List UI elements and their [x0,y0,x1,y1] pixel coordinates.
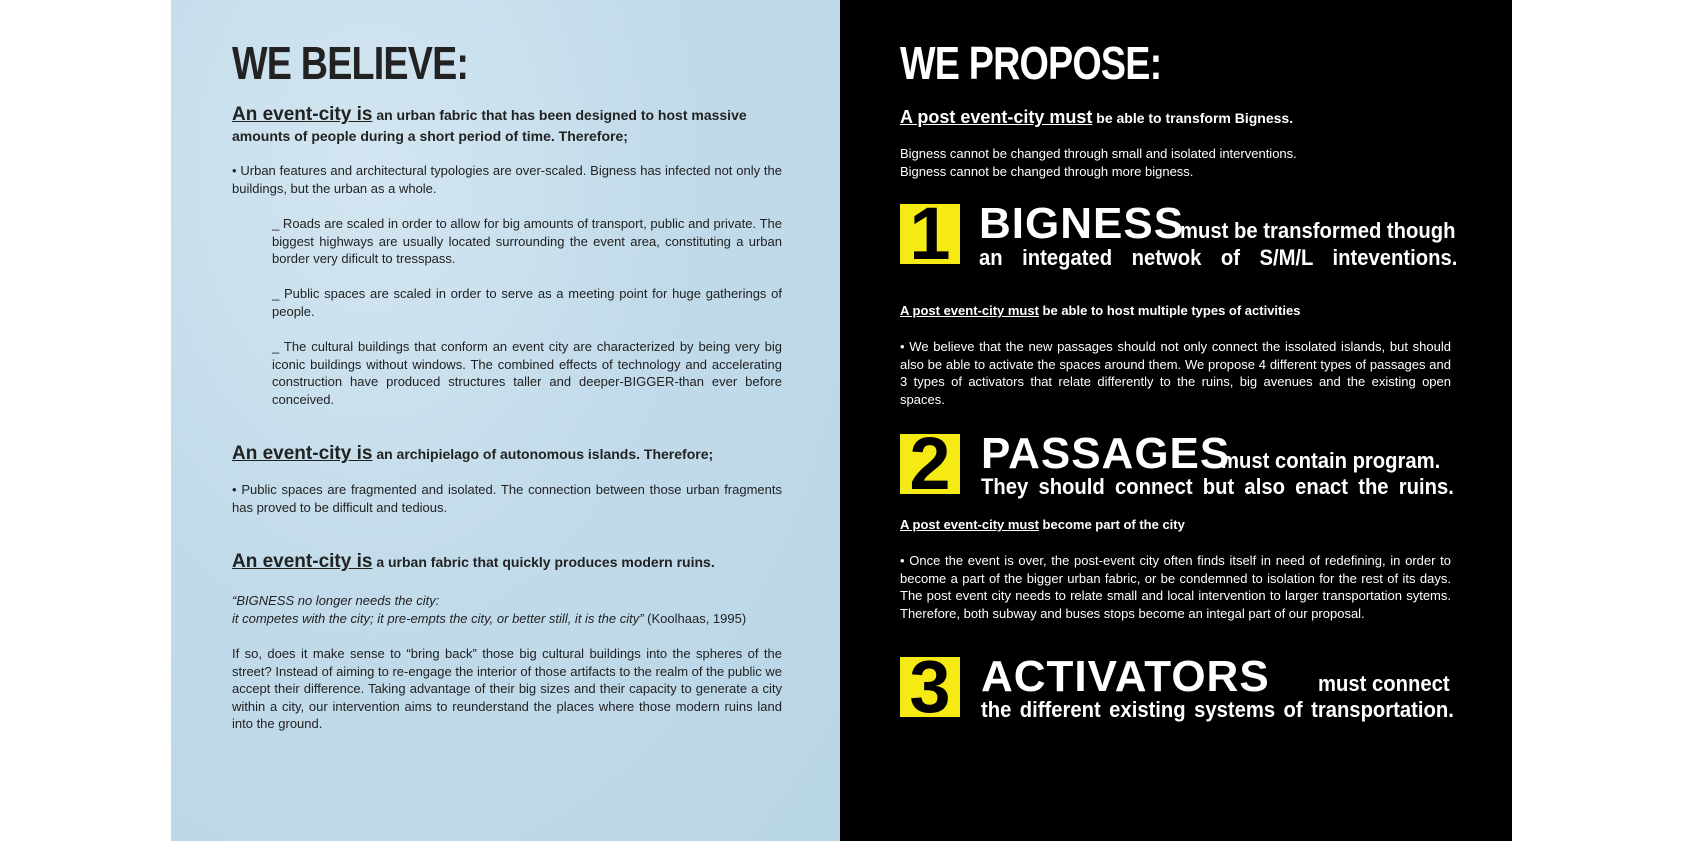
item-2-heading: PASSAGES [981,429,1231,478]
section-1-rest-b: amounts of people during a short period of time. Therefore; [232,128,628,144]
item-1-sub-lead: A post event-city must [900,303,1039,318]
section-2-rest: an archipielago of autonomous islands. Therefore; [372,446,714,462]
section-3-rest: a urban fabric that quickly produces modern ruins. [372,554,715,570]
item-3-line-a: must connect [1318,671,1450,696]
item-1-line-a: must be transformed though [1180,218,1456,243]
intro-lead: A post event-city must [900,107,1093,127]
section-3-heading [232,550,792,575]
item-3-line-b: the different existing systems of transportation. [981,697,1454,722]
intro-line-2: Bigness cannot be changed through more bigness. [900,163,1194,179]
intro-line-1: Bigness cannot be changed through small and isolated interventions. [900,146,1297,161]
number-badge-2: 2 [900,434,960,494]
item-2-sub-rest: become part of the city [1038,517,1185,532]
item-2-line-a: must contain program. [1221,448,1441,473]
section-1-indent-3: _ The cultural buildings that conform an event city are characterized by being very big iconic buildings without windows. The combined effects of technology and accelerating construction have produced structures taller and deeper-BIGGER-than ever before conceived. [272,339,782,407]
intro-rest: be able to transform Bigness. [1092,110,1294,126]
section-1-heading [232,104,782,145]
number-badge-1: 1 [900,204,960,264]
quote-line-2: it competes with the city; it pre-empts the city, or better still, it is the city” [232,610,644,626]
item-1-sub-rest: be able to host multiple types of activities [1038,303,1301,318]
item-1-text: • We believe that the new passages should not only connect the issolated islands, but should also be able to activate the spaces around them. We propose 4 different types of passages and 3 types of activators that relate differently to the ruins, big avenues and the existing open spaces. [900,339,1451,407]
item-2-line-b: They should connect but also enact the ruins. [981,474,1454,499]
intro-text [900,145,1460,180]
section-2-paragraph: • Public spaces are fragmented and isolated. The connection between those urban fragments has proved to be difficult and tedious. [232,482,782,515]
item-1-heading: BIGNESS [979,199,1185,248]
section-1-paragraph: • Urban features and architectural typologies are over-scaled. Bigness has infected not only the buildings, but the urban as a whole. [232,163,782,196]
section-3-lead: An event-city is [232,551,373,572]
number-badge-3: 3 [900,657,960,717]
quote-citation: (Koolhaas, 1995) [643,610,747,626]
quote-line-1: “BIGNESS no longer needs the city: [232,593,440,608]
closing-paragraph: If so, does it make sense to “bring back” those big cultural buildings into the spheres of the street? Instead of aiming to re-engage the interior of those artifacts to the realm of the public we accept their difference. Taking advantage of their big sizes and their capacity to generate a city within a city, our intervention aims to reunderstand the places where those modern ruins land into the ground. [232,646,782,731]
section-1-lead: An event-city is [232,104,373,125]
section-1-rest-a: an urban fabric that has been designed to host massive [372,107,747,123]
section-2-lead: An event-city is [232,443,373,464]
left-page-title: WE BELIEVE: [232,37,469,89]
item-1-line-b: an integated netwok of S/M/L inteventions. [979,245,1458,270]
right-page [840,0,1512,841]
left-page [171,0,840,841]
koolhaas-quote [232,592,792,627]
right-page-title: WE PROPOSE: [900,37,1162,89]
section-1-indent-1: _ Roads are scaled in order to allow for big amounts of transport, public and private. The biggest highways are usually located surrounding the event area, constituting a urban border very dificult to tresspass. [272,216,782,266]
section-1-indent-2: _ Public spaces are scaled in order to serve as a meeting point for huge gatherings of people. [272,286,782,319]
item-3-heading: ACTIVATORS [981,652,1270,701]
section-2-heading [232,442,792,467]
item-2-sub-lead: A post event-city must [900,517,1039,532]
intro-heading [900,105,1460,131]
item-1-subheading [900,303,1300,318]
item-2-subheading [900,517,1185,532]
item-2-text: • Once the event is over, the post-event city often finds itself in need of redefining, in order to become a part of the bigger urban fabric, or be condemned to isolation for the rest of its days. The post event city needs to relate small and local intervention to larger transportation sytems. Therefore, both subway and buses stops become an integal part of our proposal. [900,553,1451,621]
